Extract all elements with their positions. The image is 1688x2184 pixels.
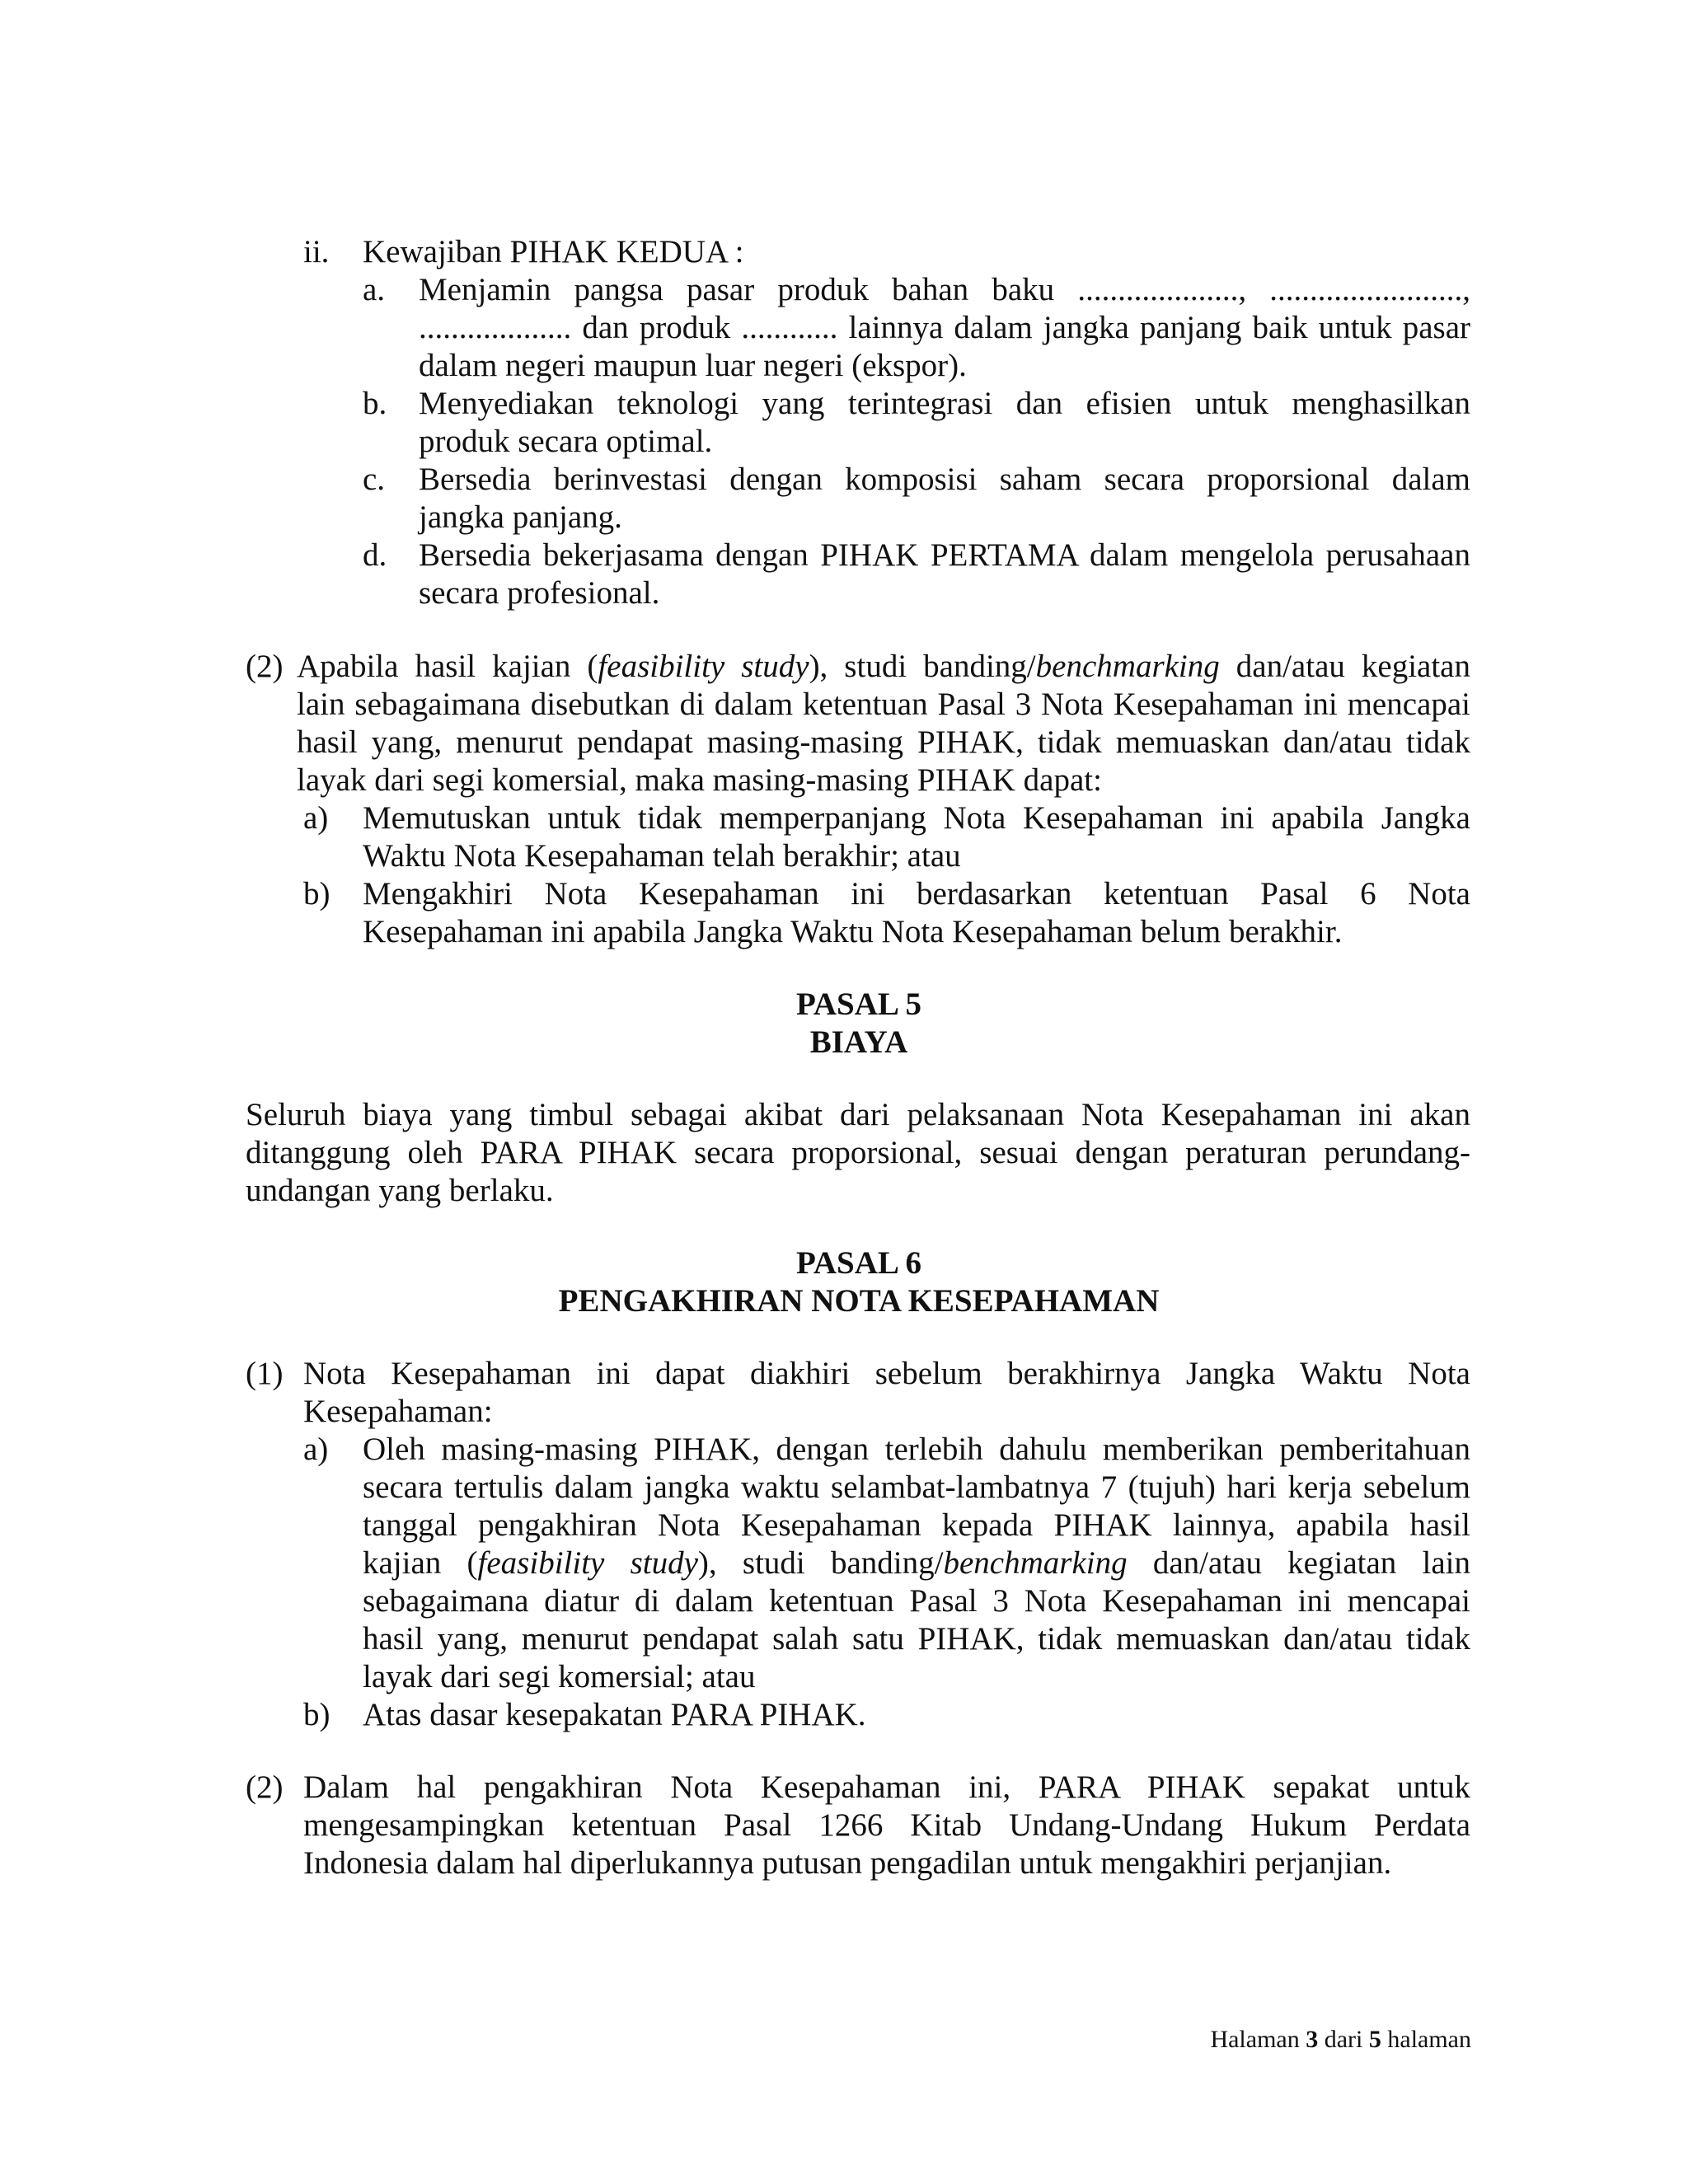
list-item-line: produk secara optimal. [419,424,713,459]
list-item-line: Waktu Nota Kesepahaman telah berakhir; atau [363,838,961,874]
list-item-line: Oleh masing-masing PIHAK, dengan terlebih dahulu memberikan pemberitahuan [363,1432,1470,1467]
clause-line: Apabila hasil kajian (feasibility study), studi banding/benchmarking dan/atau kegiatan [297,649,1470,684]
clause-line: Kesepahaman: [303,1394,493,1429]
list-item-line: Atas dasar kesepakatan PARA PIHAK. [363,1697,866,1732]
clause-line: Dalam hal pengakhiran Nota Kesepahaman ini, PARA PIHAK sepakat untuk [303,1769,1470,1805]
clause-line: Indonesia dalam hal diperlukannya putusan pengadilan untuk mengakhiri perjanjian. [303,1845,1392,1881]
list-item-line: Bersedia bekerjasama dengan PIHAK PERTAMA dalam mengelola perusahaan [419,537,1470,573]
list-item-line: hasil yang, menurut pendapat salah satu PIHAK, tidak memuaskan dan/atau tidak [363,1621,1470,1657]
list-item-line: secara tertulis dalam jangka waktu selambat-lambatnya 7 (tujuh) hari kerja sebelum [363,1469,1470,1505]
list-item-line: jangka panjang. [419,499,622,535]
clause-line: lain sebagaimana disebutkan di dalam ketentuan Pasal 3 Nota Kesepahaman ini mencapai [297,687,1470,722]
list-marker: a) [303,1432,329,1467]
list-item-line: Menjamin pangsa pasar produk bahan baku ...................., ........................, [419,272,1470,307]
list-marker: d. [363,537,387,573]
list-marker: b) [303,1697,331,1732]
list-marker: b) [303,876,331,912]
clause-number: (1) [246,1356,284,1391]
list-item-line: secara profesional. [419,575,660,611]
paragraph-line: undangan yang berlaku. [246,1173,554,1208]
list-marker: a) [303,800,329,836]
list-item-line: layak dari segi komersial; atau [363,1659,756,1694]
paragraph-line: Seluruh biaya yang timbul sebagai akibat dari pelaksanaan Nota Kesepahaman ini akan [246,1097,1470,1132]
list-item-line: kajian (feasibility study), studi banding/benchmarking dan/atau kegiatan lain [363,1545,1470,1581]
clause-number: (2) [246,1769,284,1805]
list-item-line: Menyediakan teknologi yang terintegrasi dan efisien untuk menghasilkan [419,386,1470,421]
section-subtitle: BIAYA [809,1024,908,1060]
clause-number: (2) [246,649,284,684]
obligations-heading: Kewajiban PIHAK KEDUA : [363,234,744,269]
list-marker: ii. [303,234,330,269]
list-item-line: Kesepahaman ini apabila Jangka Waktu Nota Kesepahaman belum berakhir. [363,914,1343,949]
section-subtitle: PENGAKHIRAN NOTA KESEPAHAMAN [558,1283,1160,1319]
page-number-footer: Halaman 3 dari 5 halaman [1210,2026,1471,2053]
list-marker: c. [363,462,386,497]
list-item-line: Mengakhiri Nota Kesepahaman ini berdasarkan ketentuan Pasal 6 Nota [363,876,1470,912]
paragraph-line: ditanggung oleh PARA PIHAK secara proporsional, sesuai dengan peraturan perundang- [246,1135,1470,1170]
list-item-line: sebagaimana diatur di dalam ketentuan Pasal 3 Nota Kesepahaman ini mencapai [363,1583,1470,1619]
list-marker: a. [363,272,386,307]
list-item-line: Bersedia berinvestasi dengan komposisi saham secara proporsional dalam [419,462,1470,497]
list-marker: b. [363,386,387,421]
clause-line: layak dari segi komersial, maka masing-masing PIHAK dapat: [297,762,1102,798]
list-item-line: Memutuskan untuk tidak memperpanjang Nota Kesepahaman ini apabila Jangka [363,800,1470,836]
list-item-line: dalam negeri maupun luar negeri (ekspor). [419,348,967,383]
clause-line: hasil yang, menurut pendapat masing-masing PIHAK, tidak memuaskan dan/atau tidak [297,724,1470,760]
clause-line: Nota Kesepahaman ini dapat diakhiri sebelum berakhirnya Jangka Waktu Nota [303,1356,1470,1391]
section-title: PASAL 5 [795,987,922,1022]
list-item-line: tanggal pengakhiran Nota Kesepahaman kepada PIHAK lainnya, apabila hasil [363,1507,1470,1543]
list-item-line: ................... dan produk ............ lainnya dalam jangka panjang baik untuk pasar [419,310,1470,345]
clause-line: mengesampingkan ketentuan Pasal 1266 Kitab Undang-Undang Hukum Perdata [303,1807,1470,1843]
section-title: PASAL 6 [795,1245,922,1281]
